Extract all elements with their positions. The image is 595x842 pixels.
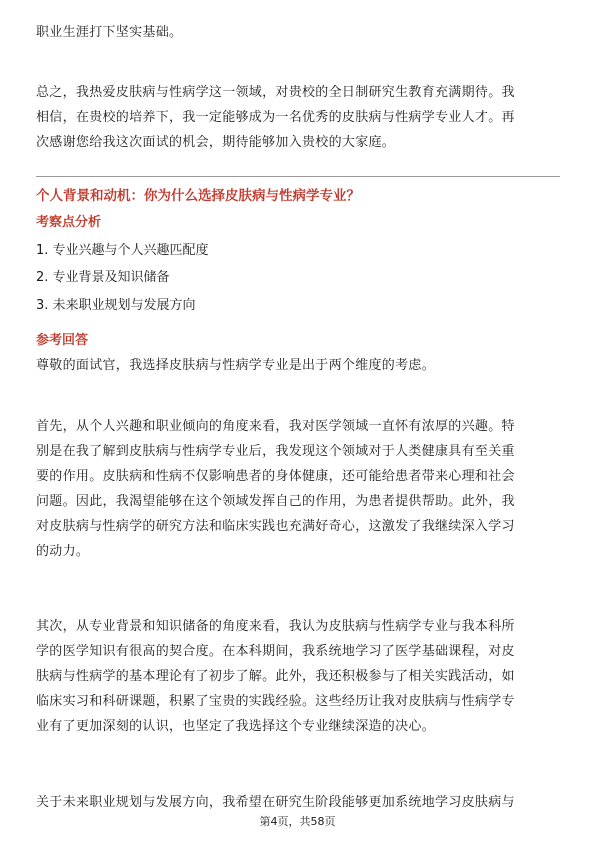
- text-line: 职业生涯打下坚实基础。: [36, 25, 183, 40]
- text-line: 要的作用。皮肤病和性病不仅影响患者的身体健康，还可能给患者带来心理和社会: [36, 469, 515, 484]
- text-line: 次感谢您给我这次面试的机会，期待能够加入贵校的大家庭。: [36, 135, 396, 150]
- text-line: 业有了更加深刻的认识，也坚定了我选择这个专业继续深造的决心。: [36, 719, 436, 734]
- question-title: 个人背景和动机：你为什么选择皮肤病与性病学专业？: [36, 188, 360, 204]
- text-line: 临床实习和科研课题，积累了宝贵的实践经验。这些经历让我对皮肤病与性病学专: [36, 694, 515, 709]
- text-line: 总之，我热爱皮肤病与性病学这一领域，对贵校的全日制研究生教育充满期待。我: [36, 85, 515, 100]
- analysis-point: 3. 未来职业规划与发展方向: [36, 298, 196, 313]
- text-line: 别是在我了解到皮肤病与性病学专业后，我发现这个领域对于人类健康具有至关重: [36, 444, 515, 459]
- answer-paragraph-1: [36, 414, 560, 564]
- answer-heading: 参考回答: [36, 333, 89, 348]
- text-line: 的动力。: [36, 544, 90, 559]
- text-line: 其次，从专业背景和知识储备的角度来看，我认为皮肤病与性病学专业与我本科所: [36, 619, 515, 634]
- page-number: 第4页，共58页: [259, 815, 336, 828]
- text-line: 关于未来职业规划与发展方向，我希望在研究生阶段能够更加系统地学习皮肤病与: [36, 795, 515, 810]
- text-line: 肤病与性病学的基本理论有了初步了解。此外，我还积极参与了相关实践活动，如: [36, 669, 515, 684]
- conclusion-paragraph: [36, 80, 560, 155]
- intro-tail-paragraph: [36, 20, 560, 45]
- analysis-heading: 考察点分析: [36, 215, 102, 230]
- text-line: 问题。因此，我渴望能够在这个领域发挥自己的作用，为患者提供帮助。此外，我: [36, 494, 515, 509]
- text-line: 相信，在贵校的培养下，我一定能够成为一名优秀的皮肤病与性病学专业人才。再: [36, 110, 515, 125]
- answer-opening: [36, 353, 560, 378]
- text-line: 首先，从个人兴趣和职业倾向的角度来看，我对医学领域一直怀有浓厚的兴趣。特: [36, 419, 515, 434]
- text-line: 尊敬的面试官，我选择皮肤病与性病学专业是出于两个维度的考虑。: [36, 358, 436, 373]
- analysis-point: 1. 专业兴趣与个人兴趣匹配度: [36, 243, 209, 258]
- section-divider: [36, 176, 560, 177]
- answer-paragraph-2: [36, 614, 560, 739]
- answer-paragraph-3: [36, 790, 560, 815]
- text-line: 对皮肤病与性病学的研究方法和临床实践也充满好奇心，这激发了我继续深入学习: [36, 519, 515, 534]
- analysis-point: 2. 专业背景及知识储备: [36, 270, 170, 285]
- text-line: 学的医学知识有很高的契合度。在本科期间，我系统地学习了医学基础课程，对皮: [36, 644, 515, 659]
